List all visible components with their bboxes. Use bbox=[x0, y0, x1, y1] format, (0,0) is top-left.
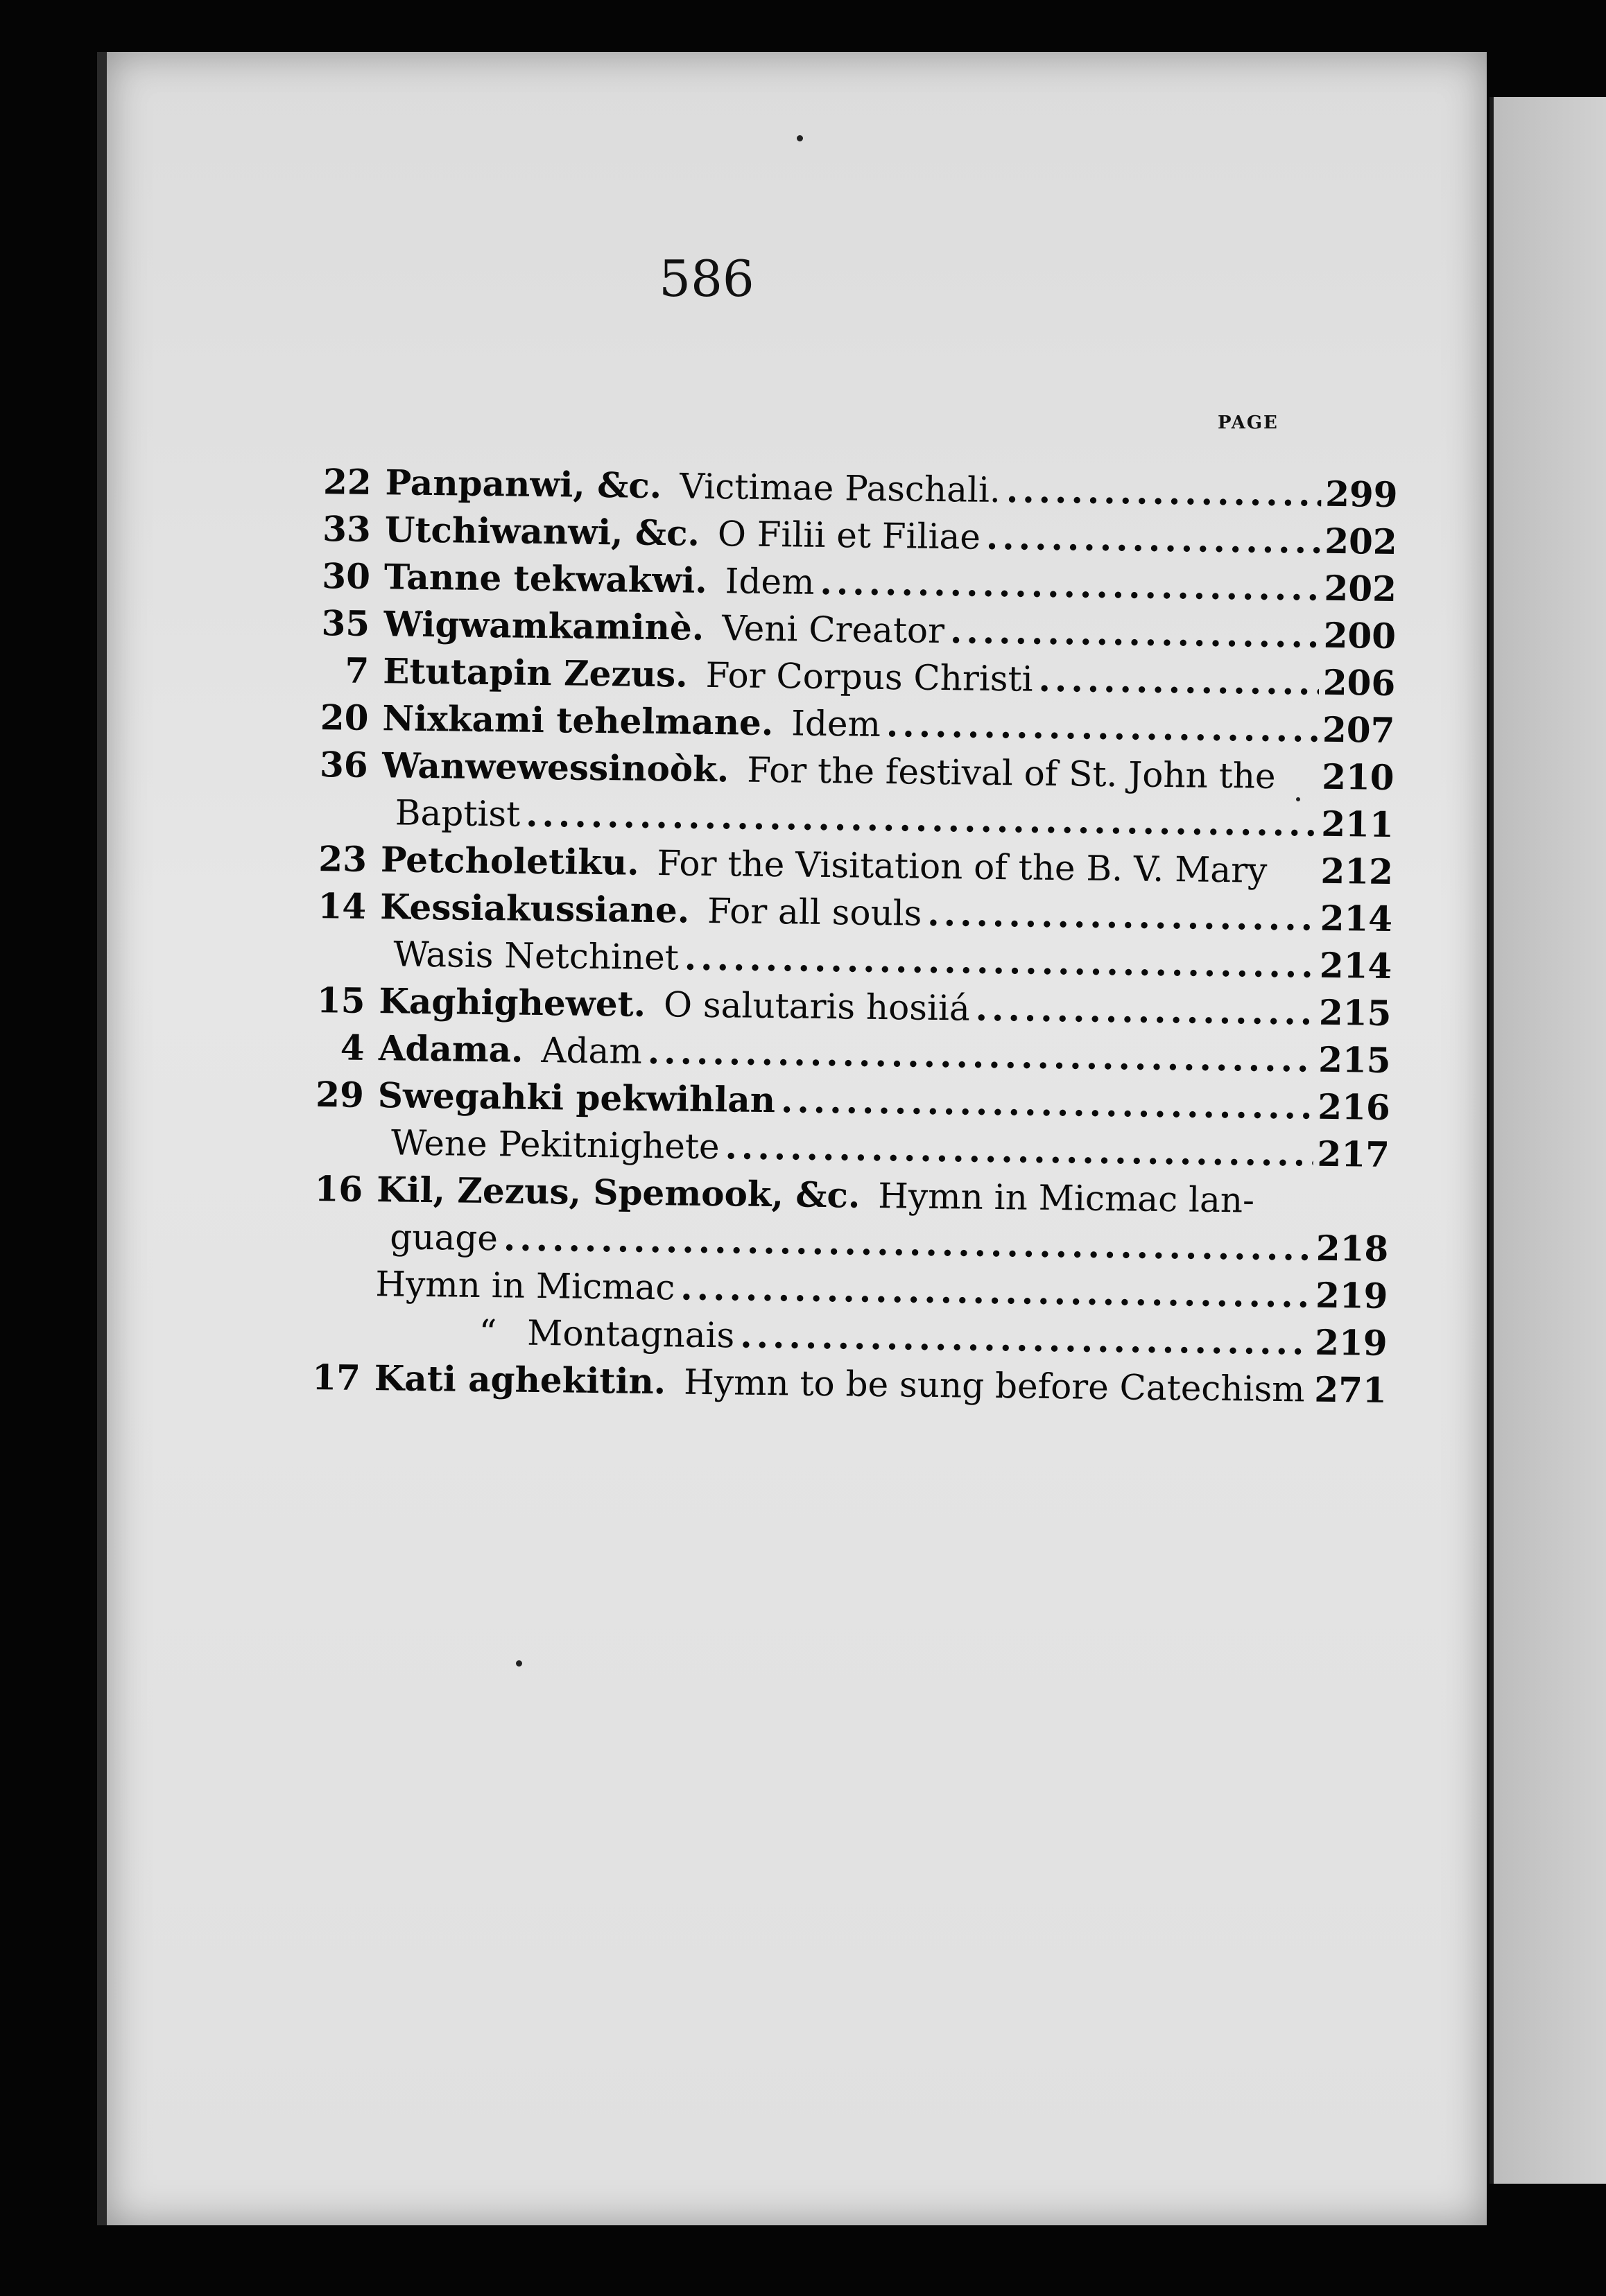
entry-lead: Kaghighewet. bbox=[379, 980, 646, 1025]
entry-lead: Kati aghekitin. bbox=[374, 1357, 666, 1402]
entry-lead: Utchiwanwi, &c. bbox=[384, 509, 700, 554]
dot-leader bbox=[684, 937, 1316, 986]
dot-leader bbox=[725, 1126, 1313, 1174]
hymn-number bbox=[310, 965, 365, 966]
page-ref: 271 bbox=[1314, 1368, 1388, 1411]
page-column-label: PAGE bbox=[1218, 412, 1279, 433]
dot-leader bbox=[886, 704, 1319, 750]
entry-title: O Filii et Filiae bbox=[717, 514, 981, 557]
entry-title: Idem bbox=[791, 703, 881, 745]
entry-lead: Wigwamkaminè. bbox=[383, 603, 705, 648]
hymn-number: 35 bbox=[321, 602, 370, 644]
page-number: 586 bbox=[659, 250, 754, 308]
entry-lead: Wanwewessinoòk. bbox=[381, 745, 729, 790]
entry-title: O salutaris hosiiá bbox=[663, 984, 971, 1029]
hymn-number: 30 bbox=[322, 555, 371, 597]
entry-lead: Panpanwi, &c. bbox=[385, 462, 662, 507]
dot-leader bbox=[986, 516, 1321, 562]
dot-leader bbox=[1006, 469, 1322, 514]
dot-leader bbox=[781, 1079, 1314, 1127]
hymn-number: 20 bbox=[320, 697, 369, 738]
page-ref: 217 bbox=[1317, 1133, 1390, 1175]
page-ref: 219 bbox=[1315, 1274, 1388, 1316]
entry-lead: Petcholetiku. bbox=[380, 839, 639, 883]
scan-speck bbox=[1296, 797, 1300, 801]
entry-lead: Adama. bbox=[378, 1027, 524, 1070]
page-ref: 210 bbox=[1321, 756, 1395, 799]
scanned-page bbox=[97, 52, 1487, 2225]
page-ref: 206 bbox=[1322, 661, 1396, 704]
hymn-number: 15 bbox=[316, 980, 365, 1021]
dot-leader bbox=[950, 610, 1320, 656]
entry-title: For all souls bbox=[707, 890, 922, 934]
hymn-number: 33 bbox=[322, 508, 372, 550]
page-ref: 216 bbox=[1317, 1086, 1391, 1128]
hymn-number: 29 bbox=[315, 1074, 365, 1115]
page-ref: 214 bbox=[1319, 944, 1392, 987]
dot-leader bbox=[1038, 659, 1319, 703]
page-ref: 214 bbox=[1320, 897, 1393, 940]
adjacent-page-edge bbox=[1490, 97, 1606, 2184]
entry-lead: Hymn in Micmac bbox=[375, 1264, 675, 1308]
entry-lead: Kil, Zezus, Spemook, &c. bbox=[376, 1169, 861, 1216]
page-ref: 200 bbox=[1323, 614, 1397, 657]
entry-continuation: Baptist bbox=[395, 792, 521, 835]
ditto-mark: “ bbox=[478, 1312, 497, 1353]
dot-leader bbox=[820, 562, 1320, 609]
dot-leader bbox=[975, 988, 1315, 1033]
entry-continuation: guage bbox=[389, 1217, 499, 1259]
dot-leader bbox=[526, 794, 1318, 844]
table-of-contents bbox=[304, 461, 1397, 1417]
page-ref: 202 bbox=[1324, 567, 1397, 610]
entry-lead: Nixkami tehelmane. bbox=[382, 697, 774, 744]
entry-lead: Tanne tekwakwi. bbox=[383, 556, 708, 601]
entry-title: Hymn to be sung before Catechism bbox=[683, 1362, 1305, 1410]
entry-title: Veni Creator bbox=[721, 608, 945, 652]
hymn-number bbox=[306, 1295, 361, 1296]
entry-title: Idem bbox=[725, 561, 815, 602]
dot-leader bbox=[927, 893, 1316, 939]
entry-lead: Wasis Netchinet bbox=[392, 934, 680, 978]
hymn-number: 14 bbox=[318, 885, 367, 927]
hymn-number: 23 bbox=[318, 838, 368, 880]
page-ref: 202 bbox=[1324, 520, 1398, 563]
hymn-number: 7 bbox=[345, 650, 370, 691]
hymn-number: 22 bbox=[322, 461, 372, 503]
scan-speck bbox=[797, 135, 803, 141]
page-ref: 215 bbox=[1318, 1038, 1391, 1081]
page-ref: 215 bbox=[1318, 991, 1392, 1034]
hymn-number: 36 bbox=[319, 744, 369, 785]
page-ref: 299 bbox=[1324, 473, 1398, 516]
entry-lead: Kessiakussiane. bbox=[379, 886, 690, 931]
dot-leader bbox=[680, 1267, 1312, 1316]
entry-title: Adam bbox=[541, 1030, 643, 1072]
entry-lead: Etutapin Zezus. bbox=[382, 650, 689, 695]
dot-leader bbox=[740, 1315, 1311, 1363]
entry-title: Hymn in Micmac lan- bbox=[877, 1175, 1255, 1221]
entry-title: For the festival of St. John the bbox=[746, 749, 1276, 797]
entry-lead: Montagnais bbox=[526, 1312, 735, 1356]
entry-lead: Wene Pekitnighete bbox=[390, 1122, 720, 1167]
page-ref: 219 bbox=[1314, 1321, 1388, 1364]
page-ref: 212 bbox=[1320, 850, 1394, 893]
page-ref: 211 bbox=[1320, 803, 1395, 846]
page-ref: 207 bbox=[1322, 708, 1395, 751]
dot-leader bbox=[647, 1031, 1314, 1080]
hymn-number: 16 bbox=[314, 1168, 363, 1210]
hymn-number: 17 bbox=[311, 1357, 361, 1398]
entry-title: For the Visitation of the B. V. Mary bbox=[657, 843, 1268, 891]
entry-title: Victimae Paschali. bbox=[679, 466, 1001, 511]
entry-lead: Swegahki pekwihlan bbox=[377, 1075, 776, 1121]
page-ref: 218 bbox=[1315, 1227, 1389, 1269]
entry-title: For Corpus Christi bbox=[705, 654, 1033, 699]
hymn-number: 4 bbox=[340, 1027, 365, 1068]
hymn-number bbox=[305, 1342, 361, 1343]
scan-speck bbox=[516, 1660, 522, 1667]
